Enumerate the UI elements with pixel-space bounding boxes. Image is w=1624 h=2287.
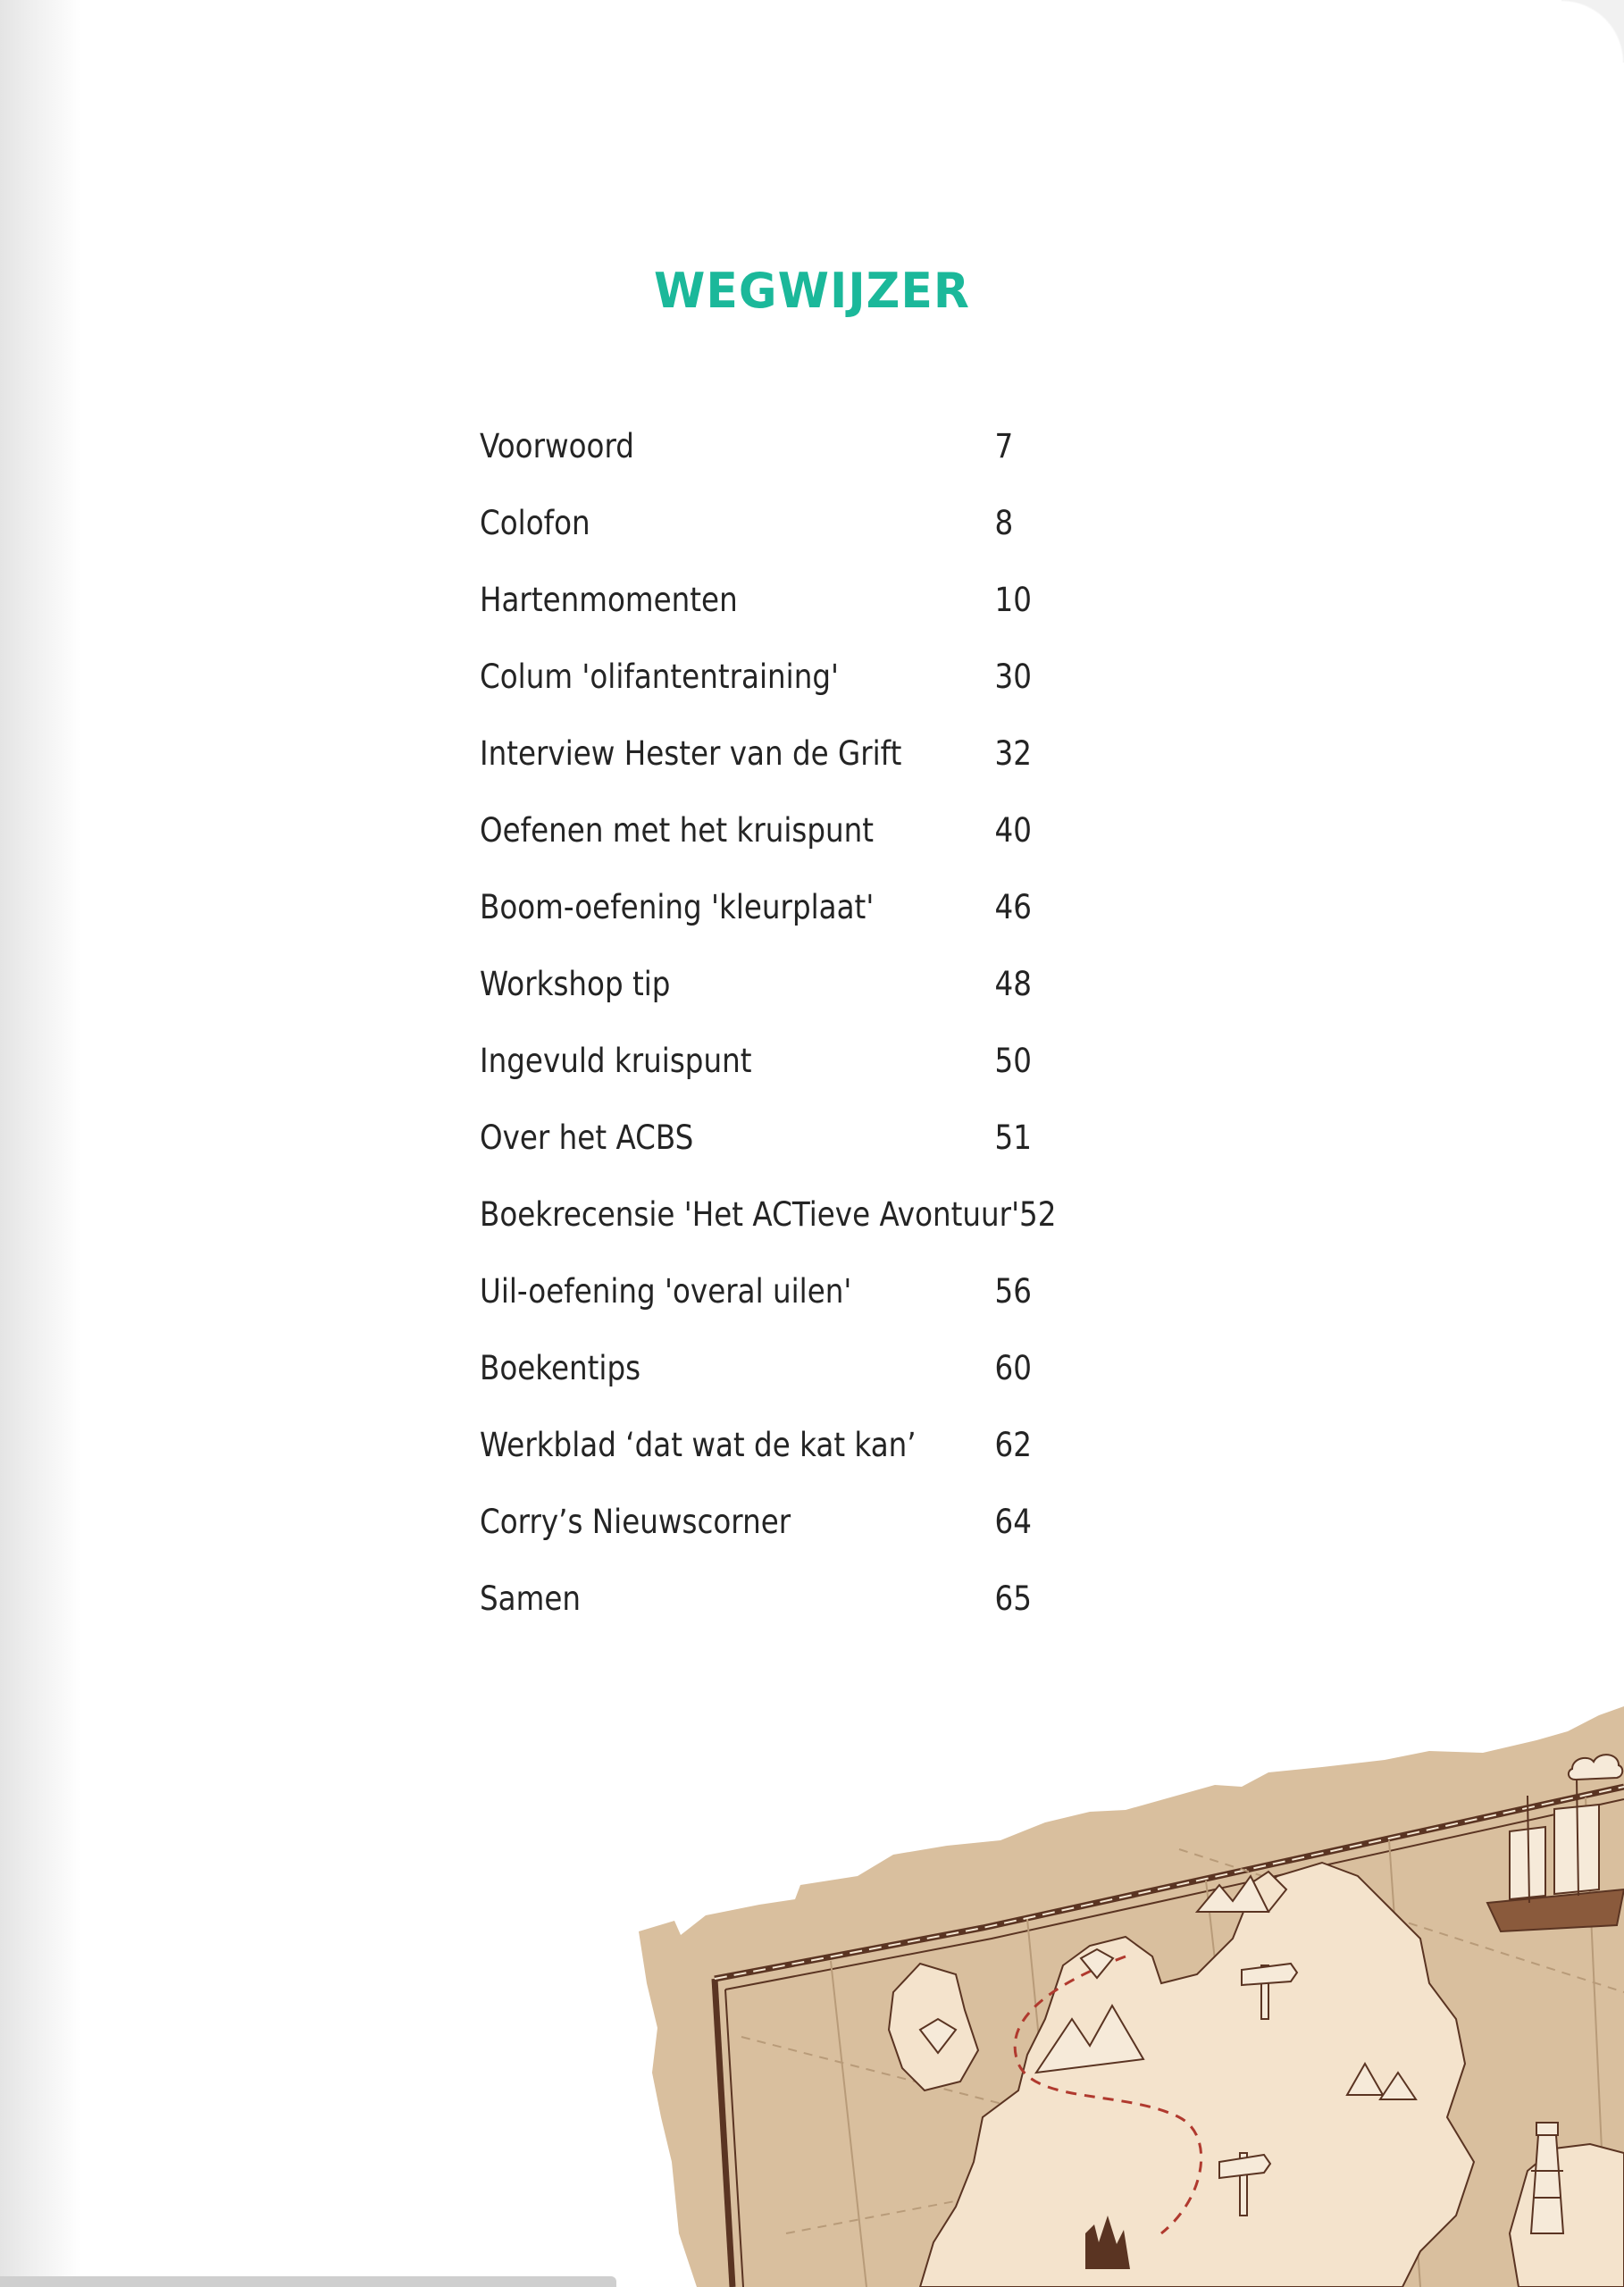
toc-entry-page: 10 (994, 581, 1032, 619)
horizontal-scrollbar[interactable] (0, 2276, 616, 2287)
toc-entry-page: 51 (994, 1118, 1032, 1157)
toc-entry-title: Workshop tip (480, 965, 671, 1003)
toc-entry-title: Voorwoord (480, 427, 634, 465)
page-title: WEGWIJZER (654, 263, 970, 320)
toc-entry-page: 30 (994, 658, 1032, 696)
toc-entry-page: 52 (1019, 1195, 1057, 1234)
toc-entry-page: 65 (994, 1579, 1032, 1618)
book-spine-shadow (0, 0, 80, 2287)
toc-entry-page: 56 (994, 1272, 1032, 1311)
toc-entry[interactable] (480, 888, 1077, 965)
toc-entry[interactable] (480, 504, 1077, 581)
toc-entry[interactable] (480, 1426, 1077, 1503)
toc-entry[interactable] (480, 1503, 1077, 1579)
toc-entry-page: 60 (994, 1349, 1032, 1387)
toc-entry[interactable] (480, 734, 1077, 811)
toc-entry-title: Corry’s Nieuwscorner (480, 1503, 791, 1541)
toc-entry[interactable] (480, 658, 1077, 734)
toc-entry-page: 50 (994, 1042, 1032, 1080)
toc-entry[interactable] (480, 1195, 1077, 1272)
toc-entry-title: Boekentips (480, 1349, 641, 1387)
page-corner (1561, 0, 1624, 63)
table-of-contents (480, 427, 1159, 1656)
toc-entry-page: 62 (994, 1426, 1032, 1464)
toc-entry-page: 8 (994, 504, 1014, 542)
toc-entry-page: 32 (994, 734, 1032, 773)
toc-entry-title: Interview Hester van de Grift (480, 734, 902, 773)
toc-entry-title: Oefenen met het kruispunt (480, 811, 875, 850)
toc-entry-page: 40 (994, 811, 1032, 850)
toc-entry[interactable] (480, 1579, 1077, 1656)
toc-entry[interactable] (480, 427, 1077, 504)
toc-entry-title: Colofon (480, 504, 590, 542)
toc-entry-page: 48 (994, 965, 1032, 1003)
toc-entry-page: 7 (994, 427, 1014, 465)
treasure-map-illustration (625, 1697, 1624, 2287)
toc-entry-page: 46 (994, 888, 1032, 926)
toc-entry-page: 64 (994, 1503, 1032, 1541)
toc-entry[interactable] (480, 965, 1077, 1042)
toc-entry-title: Boekrecensie 'Het ACTieve Avontuur' (480, 1195, 1020, 1234)
toc-entry-title: Over het ACBS (480, 1118, 694, 1157)
toc-entry-title: Werkblad ‘dat wat de kat kan’ (480, 1426, 917, 1464)
toc-entry-title: Hartenmomenten (480, 581, 738, 619)
toc-entry-title: Uil-oefening 'overal uilen' (480, 1272, 852, 1311)
toc-entry[interactable] (480, 1042, 1077, 1118)
toc-entry-title: Samen (480, 1579, 582, 1618)
toc-entry-title: Boom-oefening 'kleurplaat' (480, 888, 875, 926)
toc-entry[interactable] (480, 581, 1077, 658)
toc-entry-title: Colum 'olifantentraining' (480, 658, 839, 696)
toc-entry[interactable] (480, 811, 1077, 888)
toc-entry[interactable] (480, 1272, 1077, 1349)
toc-entry[interactable] (480, 1118, 1077, 1195)
toc-entry-title: Ingevuld kruispunt (480, 1042, 752, 1080)
toc-entry[interactable] (480, 1349, 1077, 1426)
